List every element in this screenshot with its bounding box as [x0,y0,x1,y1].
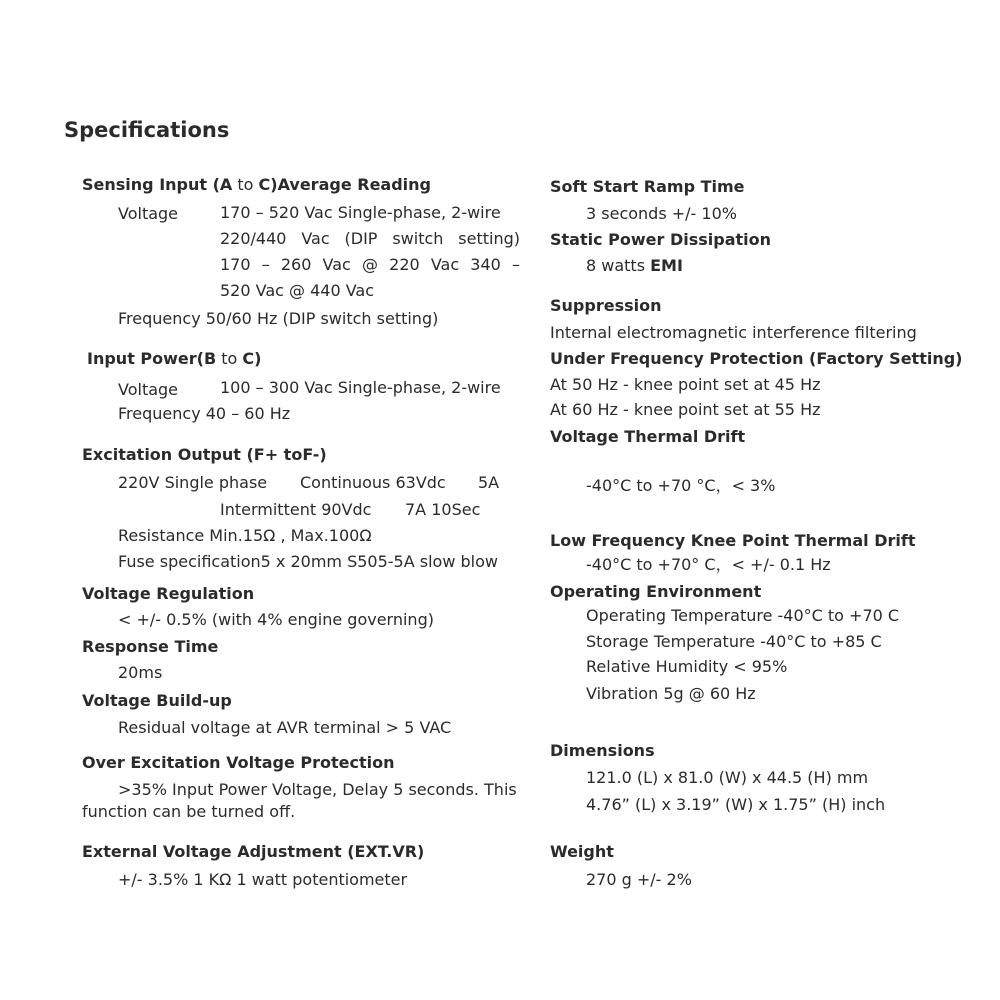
page-title: Specifications [64,118,230,142]
response-time-heading: Response Time [82,637,219,656]
suppression-heading: Suppression [550,296,662,315]
knee-drift-value: -40°C to +70° C，< +/- 0.1 Hz [586,555,831,574]
dimensions-mm: 121.0 (L) x 81.0 (W) x 44.5 (H) mm [586,768,869,787]
response-time-value: 20ms [118,663,163,682]
sensing-voltage-line-2: 220/440 Vac (DIP switch setting) [220,229,520,248]
dimensions-inch: 4.76” (L) x 3.19” (W) x 1.75” (H) inch [586,795,886,814]
input-power-voltage-value: 100 – 300 Vac Single-phase, 2-wire [220,378,501,397]
excitation-intermittent-current: 7A 10Sec [405,500,481,519]
excitation-phase: 220V Single phase [118,473,268,492]
over-excitation-heading: Over Excitation Voltage Protection [82,753,395,772]
sensing-frequency: Frequency 50/60 Hz (DIP switch setting) [118,309,439,328]
dimensions-heading: Dimensions [550,741,655,760]
static-power-heading: Static Power Dissipation [550,230,772,249]
sensing-voltage-label: Voltage [118,204,179,223]
excitation-heading: Excitation Output (F+ toF-) [82,445,327,464]
environment-humidity: Relative Humidity < 95% [586,657,788,676]
voltage-buildup-value: Residual voltage at AVR terminal > 5 VAC [118,718,452,737]
static-power-value: 8 watts EMI [586,256,683,275]
thermal-drift-value: -40°C to +70 °C，< 3% [586,476,776,495]
thermal-drift-heading: Voltage Thermal Drift [550,427,746,446]
over-excitation-line-2: function can be turned off. [82,802,296,821]
under-frequency-line-1: At 50 Hz - knee point set at 45 Hz [550,375,821,394]
sensing-input-heading: Sensing Input (A to C)Average Reading [82,175,431,194]
soft-start-value: 3 seconds +/- 10% [586,204,737,223]
voltage-regulation-heading: Voltage Regulation [82,584,255,603]
environment-vibration: Vibration 5g @ 60 Hz [586,684,756,703]
excitation-continuous-current: 5A [478,473,500,492]
environment-storage-temp: Storage Temperature -40°C to +85 C [586,632,882,651]
external-adjustment-value: +/- 3.5% 1 KΩ 1 watt potentiometer [118,870,408,889]
external-adjustment-heading: External Voltage Adjustment (EXT.VR) [82,842,425,861]
input-power-voltage-label: Voltage [118,380,179,399]
excitation-continuous: Continuous 63Vdc [300,473,446,492]
sensing-voltage-line-4: 520 Vac @ 440 Vac [220,281,375,300]
over-excitation-line-1: >35% Input Power Voltage, Delay 5 seconds. This [118,780,517,799]
environment-op-temp: Operating Temperature -40°C to +70 C [586,606,900,625]
suppression-value: Internal electromagnetic interference filtering [550,323,917,342]
weight-value: 270 g +/- 2% [586,870,692,889]
excitation-fuse: Fuse specification5 x 20mm S505-5A slow blow [118,552,498,571]
voltage-regulation-value: < +/- 0.5% (with 4% engine governing) [118,610,434,629]
environment-heading: Operating Environment [550,582,762,601]
under-frequency-heading: Under Frequency Protection (Factory Setting) [550,349,963,368]
voltage-buildup-heading: Voltage Build-up [82,691,232,710]
excitation-intermittent: Intermittent 90Vdc [220,500,372,519]
soft-start-heading: Soft Start Ramp Time [550,177,745,196]
input-power-heading: Input Power(B to C) [87,349,262,368]
input-power-frequency: Frequency 40 – 60 Hz [118,404,291,423]
under-frequency-line-2: At 60 Hz - knee point set at 55 Hz [550,400,821,419]
weight-heading: Weight [550,842,614,861]
knee-drift-heading: Low Frequency Knee Point Thermal Drift [550,531,916,550]
sensing-voltage-line-1: 170 – 520 Vac Single-phase, 2-wire [220,203,501,222]
sensing-voltage-line-3: 170 – 260 Vac @ 220 Vac 340 – [220,255,520,274]
excitation-resistance: Resistance Min.15Ω , Max.100Ω [118,526,372,545]
